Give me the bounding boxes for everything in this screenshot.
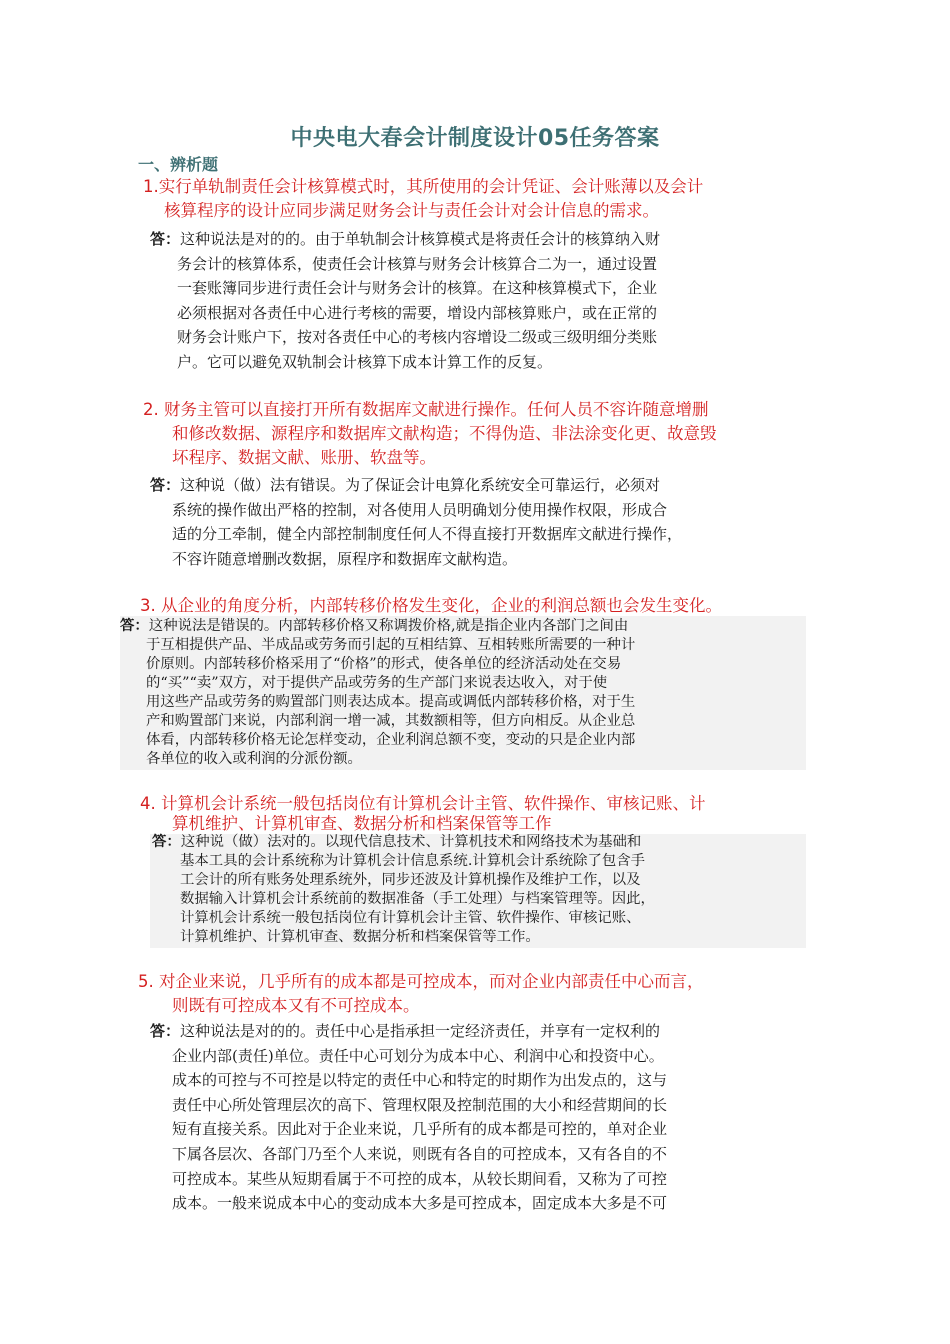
answer-line: 体看，内部转移价格无论怎样变动，企业利润总额不变，变动的只是企业内部 xyxy=(146,732,636,748)
question-4 xyxy=(140,794,706,834)
answer-1 xyxy=(150,227,660,375)
answer-line: 财务会计账户下，按对各责任中心的考核内容增设二级或三级明细分类账 xyxy=(177,328,658,347)
question-line: 1.实行单轨制责任会计核算模式时，其所使用的会计凭证、会计账薄以及会计 xyxy=(143,177,704,196)
answer-line: 成本。一般来说成本中心的变动成本大多是可控成本，固定成本大多是不可 xyxy=(172,1194,668,1213)
question-3 xyxy=(140,594,722,618)
question-line: 坏程序、数据文献、账册、软盘等。 xyxy=(172,448,436,467)
answer-4 xyxy=(152,833,655,947)
answer-line: 不容许随意增删改数据，原程序和数据库文献构造。 xyxy=(172,549,518,568)
answer-line: 这种说（做）法有错误。为了保证会计电算化系统安全可靠运行，必须对 xyxy=(180,476,661,494)
question-line: 核算程序的设计应同步满足财务会计与责任会计对会计信息的需求。 xyxy=(164,201,659,220)
page-title: 中央电大春会计制度设计05任务答案 xyxy=(290,126,660,151)
answer-line: 系统的操作做出严格的控制，对各使用人员明确划分使用操作权限，形成合 xyxy=(172,500,668,519)
question-line: 和修改数据、源程序和数据库文献构造；不得伪造、非法涂变化更、故意毁 xyxy=(172,424,717,443)
answer-line: 务会计的核算体系，使责任会计核算与财务会计核算合二为一，通过设置 xyxy=(177,254,658,273)
answer-line: 短有直接关系。因此对于企业来说，几乎所有的成本都是可控的，单对企业 xyxy=(172,1120,668,1139)
answer-line: 基本工具的会计系统称为计算机会计信息系统.计算机会计系统除了包含手 xyxy=(180,853,646,869)
answer-lead: 答： xyxy=(150,230,181,248)
answer-line: 责任中心所处管理层次的高下、管理权限及控制范围的大小和经营期间的长 xyxy=(172,1095,668,1114)
answer-line: 可控成本。某些从短期看属于不可控的成本，从较长期间看，又称为了可控 xyxy=(172,1169,668,1188)
answer-lead: 答： xyxy=(150,1022,181,1040)
answer-line: 各单位的收入或利润的分派份额。 xyxy=(146,751,362,767)
answer-line: 这种说法是错误的。内部转移价格又称调拨价格,就是指企业内各部门之间由 xyxy=(148,618,629,634)
question-2 xyxy=(143,398,717,470)
answer-2 xyxy=(150,473,682,571)
answer-line: 产和购置部门来说，内部利润一增一减，其数额相等，但方向相反。从企业总 xyxy=(146,713,636,729)
answer-line: 计算机会计系统一般包括岗位有计算机会计主管、软件操作、审核记账、 xyxy=(180,910,641,926)
answer-lead: 答： xyxy=(152,834,181,850)
answer-lead: 答： xyxy=(120,618,149,634)
answer-line: 成本的可控与不可控是以特定的责任中心和特定的时期作为出发点的，这与 xyxy=(172,1071,668,1090)
answer-line: 计算机维护、计算机审查、数据分析和档案保管等工作。 xyxy=(180,929,540,945)
answer-5 xyxy=(150,1019,667,1216)
answer-3 xyxy=(120,617,635,769)
section-heading: 一、辨析题 xyxy=(138,155,219,174)
question-line: 2. 财务主管可以直接打开所有数据库文献进行操作。任何人员不容许随意增删 xyxy=(143,400,709,419)
question-1 xyxy=(143,175,703,223)
answer-line: 适的分工牵制，健全内部控制制度任何人不得直接打开数据库文献进行操作， xyxy=(172,525,683,544)
answer-lead: 答： xyxy=(150,476,181,494)
question-line: 算机维护、计算机审查、数据分析和档案保管等工作 xyxy=(172,814,552,833)
answer-line: 的“买”“卖”双方，对于提供产品或劳务的生产部门来说表达收入，对于使 xyxy=(146,675,608,691)
answer-line: 工会计的所有账务处理系统外，同步还波及计算机操作及维护工作，以及 xyxy=(180,872,641,888)
answer-line: 数据输入计算机会计系统前的数据准备（手工处理）与档案管理等。因此， xyxy=(180,891,655,907)
answer-line: 必须根据对各责任中心进行考核的需要，增设内部核算账户，或在正常的 xyxy=(177,303,658,322)
question-line: 3. 从企业的角度分析，内部转移价格发生变化，企业的利润总额也会发生变化。 xyxy=(140,596,722,615)
answer-line: 下属各层次、各部门乃至个人来说，则既有各自的可控成本，又有各自的不 xyxy=(172,1144,668,1163)
question-5 xyxy=(138,970,704,1018)
answer-line: 这种说法是对的的。责任中心是指承担一定经济责任，并享有一定权利的 xyxy=(180,1022,661,1040)
question-line: 则既有可控成本又有不可控成本。 xyxy=(172,996,420,1015)
answer-line: 这种说法是对的的。由于单轨制会计核算模式是将责任会计的核算纳入财 xyxy=(180,230,661,248)
answer-line: 这种说（做）法对的。以现代信息技术、计算机技术和网络技术为基础和 xyxy=(180,834,642,850)
answer-line: 户。它可以避免双轨制会计核算下成本计算工作的反复。 xyxy=(177,352,553,371)
question-line: 5. 对企业来说，几乎所有的成本都是可控成本，而对企业内部责任中心而言， xyxy=(138,972,704,991)
answer-line: 用这些产品或劳务的购置部门则表达成本。提高或调低内部转移价格，对于生 xyxy=(146,694,636,710)
answer-line: 一套账簿同步进行责任会计与财务会计的核算。在这种核算模式下，企业 xyxy=(177,279,658,298)
answer-line: 于互相提供产品、半成品或劳务而引起的互相结算、互相转账所需要的一种计 xyxy=(146,637,636,653)
answer-line: 价原则。内部转移价格采用了“价格”的形式，使各单位的经济活动处在交易 xyxy=(146,656,622,672)
question-line: 4. 计算机会计系统一般包括岗位有计算机会计主管、软件操作、审核记账、计 xyxy=(140,794,706,813)
answer-line: 企业内部(责任)单位。责任中心可划分为成本中心、利润中心和投资中心。 xyxy=(172,1046,664,1065)
